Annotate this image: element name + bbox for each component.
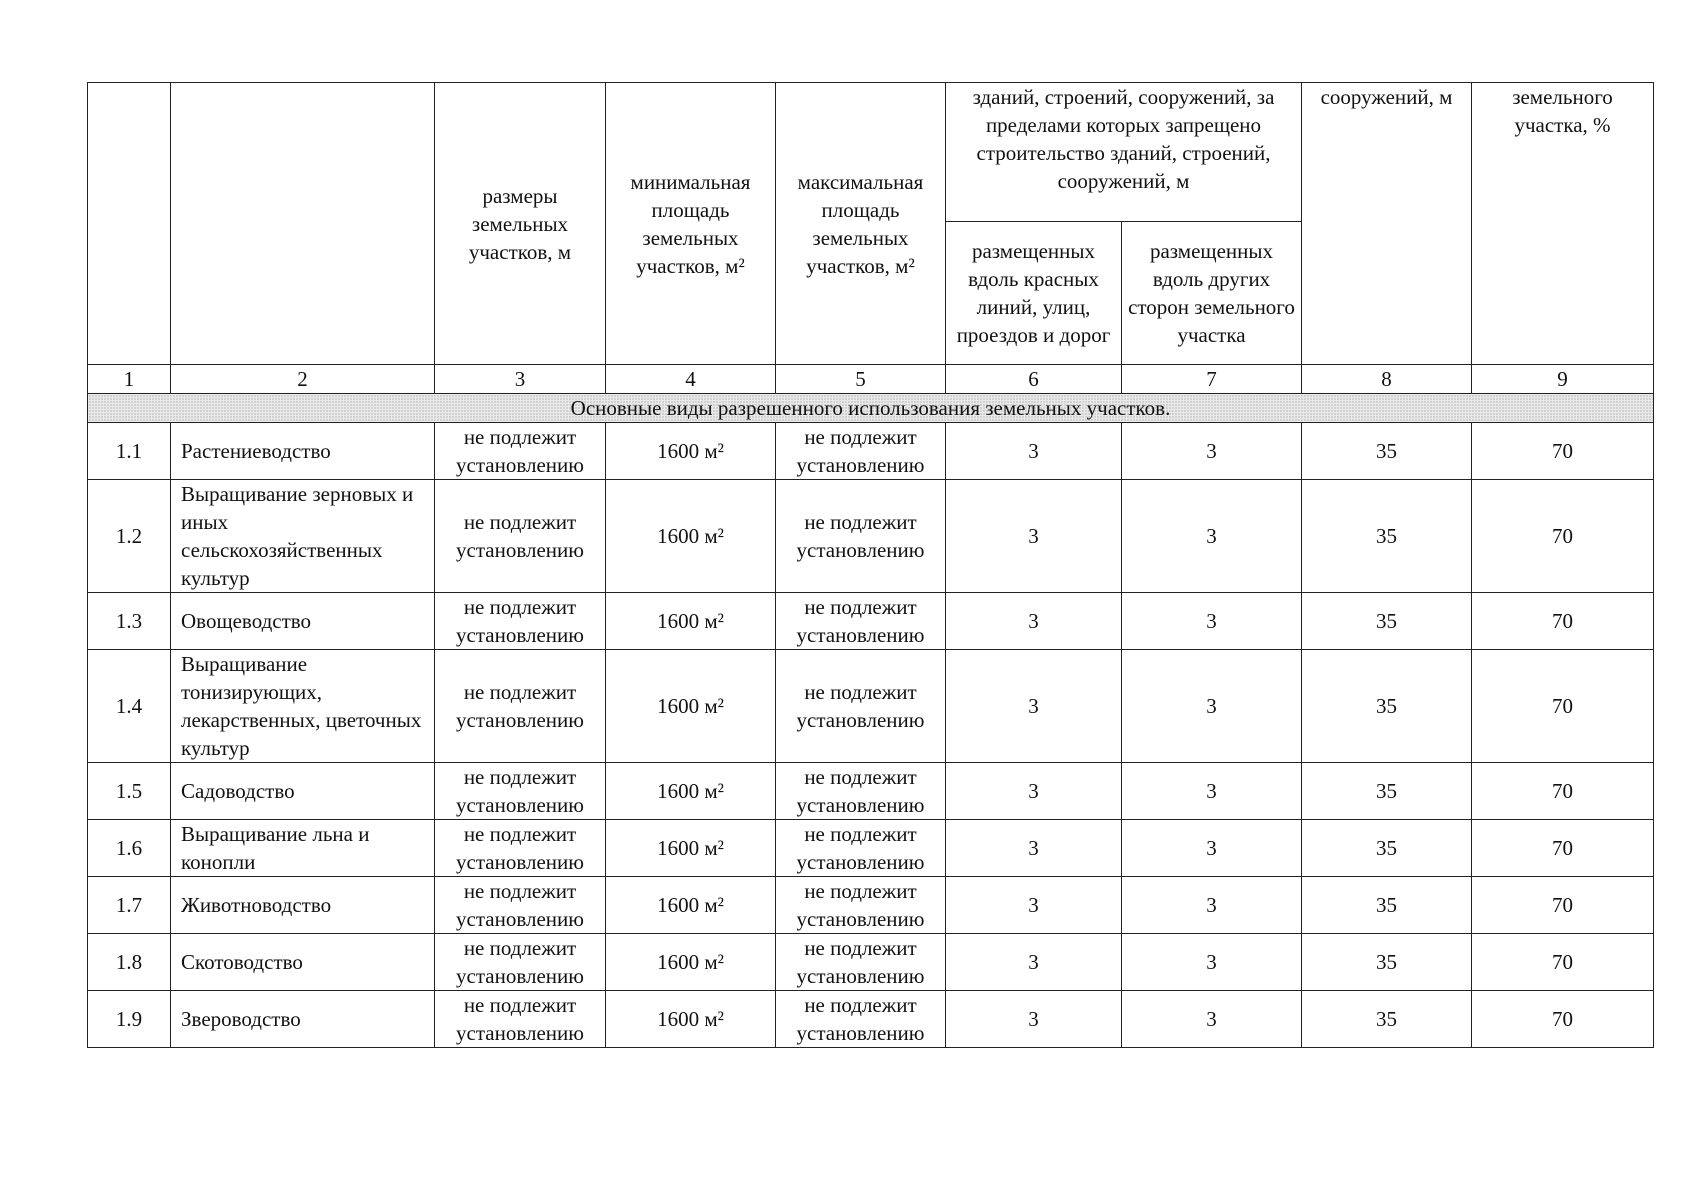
header-cell-9: земельного участка, % xyxy=(1472,83,1654,365)
row-min-area: 1600 м² xyxy=(606,991,776,1048)
row-code: 1.7 xyxy=(88,877,171,934)
land-use-regulations-table xyxy=(87,82,1654,1048)
header-cell-4: минимальная площадь земельных участков, м² xyxy=(606,83,776,365)
row-col-9: 70 xyxy=(1472,650,1654,763)
table-row xyxy=(88,480,1654,593)
column-number: 8 xyxy=(1302,365,1472,394)
row-land-use-type: Скотоводство xyxy=(171,934,435,991)
row-col-8: 35 xyxy=(1302,423,1472,480)
section-title: Основные виды разрешенного использования земельных участков. xyxy=(88,394,1654,423)
row-setback-red-lines: 3 xyxy=(946,763,1122,820)
header-cell-7: размещенных вдоль других сторон земельного участка xyxy=(1122,222,1302,365)
row-col-9: 70 xyxy=(1472,820,1654,877)
row-code: 1.5 xyxy=(88,763,171,820)
row-col-8: 35 xyxy=(1302,820,1472,877)
row-min-area: 1600 м² xyxy=(606,820,776,877)
row-setback-red-lines: 3 xyxy=(946,991,1122,1048)
row-code: 1.4 xyxy=(88,650,171,763)
row-land-use-type: Садоводство xyxy=(171,763,435,820)
row-col-9: 70 xyxy=(1472,480,1654,593)
header-cell-1 xyxy=(88,83,171,365)
row-plot-dimensions: не подлежит установлению xyxy=(435,480,606,593)
column-number: 6 xyxy=(946,365,1122,394)
row-land-use-type: Выращивание зерновых и иных сельскохозяйственных культур xyxy=(171,480,435,593)
column-numbers-row xyxy=(88,365,1654,394)
row-land-use-type: Звероводство xyxy=(171,991,435,1048)
row-col-9: 70 xyxy=(1472,934,1654,991)
row-setback-red-lines: 3 xyxy=(946,480,1122,593)
row-max-area: не подлежит установлению xyxy=(776,991,946,1048)
row-setback-other-sides: 3 xyxy=(1122,763,1302,820)
column-number: 4 xyxy=(606,365,776,394)
row-min-area: 1600 м² xyxy=(606,650,776,763)
section-row xyxy=(88,394,1654,423)
header-cell-5: максимальная площадь земельных участков, м² xyxy=(776,83,946,365)
row-col-8: 35 xyxy=(1302,593,1472,650)
row-setback-red-lines: 3 xyxy=(946,877,1122,934)
column-number: 1 xyxy=(88,365,171,394)
document-sheet xyxy=(87,82,1654,1048)
row-max-area: не подлежит установлению xyxy=(776,877,946,934)
table-row xyxy=(88,593,1654,650)
row-code: 1.8 xyxy=(88,934,171,991)
row-setback-other-sides: 3 xyxy=(1122,991,1302,1048)
header-cell-2 xyxy=(171,83,435,365)
row-col-9: 70 xyxy=(1472,877,1654,934)
row-min-area: 1600 м² xyxy=(606,877,776,934)
row-col-8: 35 xyxy=(1302,877,1472,934)
row-setback-other-sides: 3 xyxy=(1122,877,1302,934)
row-plot-dimensions: не подлежит установлению xyxy=(435,650,606,763)
row-plot-dimensions: не подлежит установлению xyxy=(435,877,606,934)
row-col-8: 35 xyxy=(1302,480,1472,593)
row-col-8: 35 xyxy=(1302,763,1472,820)
row-code: 1.2 xyxy=(88,480,171,593)
row-setback-other-sides: 3 xyxy=(1122,593,1302,650)
row-code: 1.9 xyxy=(88,991,171,1048)
row-land-use-type: Овощеводство xyxy=(171,593,435,650)
row-setback-red-lines: 3 xyxy=(946,423,1122,480)
row-plot-dimensions: не подлежит установлению xyxy=(435,991,606,1048)
column-number: 3 xyxy=(435,365,606,394)
table-row xyxy=(88,877,1654,934)
row-max-area: не подлежит установлению xyxy=(776,480,946,593)
row-col-9: 70 xyxy=(1472,763,1654,820)
row-code: 1.1 xyxy=(88,423,171,480)
row-land-use-type: Растениеводство xyxy=(171,423,435,480)
table-row xyxy=(88,423,1654,480)
row-min-area: 1600 м² xyxy=(606,763,776,820)
table-row xyxy=(88,820,1654,877)
row-land-use-type: Животноводство xyxy=(171,877,435,934)
row-max-area: не подлежит установлению xyxy=(776,934,946,991)
row-min-area: 1600 м² xyxy=(606,934,776,991)
row-code: 1.3 xyxy=(88,593,171,650)
row-max-area: не подлежит установлению xyxy=(776,423,946,480)
row-min-area: 1600 м² xyxy=(606,593,776,650)
row-col-9: 70 xyxy=(1472,991,1654,1048)
table-row xyxy=(88,991,1654,1048)
row-setback-other-sides: 3 xyxy=(1122,650,1302,763)
row-land-use-type: Выращивание тонизирующих, лекарственных, цветочных культур xyxy=(171,650,435,763)
column-number: 9 xyxy=(1472,365,1654,394)
row-plot-dimensions: не подлежит установлению xyxy=(435,820,606,877)
row-max-area: не подлежит установлению xyxy=(776,763,946,820)
row-land-use-type: Выращивание льна и конопли xyxy=(171,820,435,877)
row-col-9: 70 xyxy=(1472,423,1654,480)
row-setback-red-lines: 3 xyxy=(946,650,1122,763)
column-number: 7 xyxy=(1122,365,1302,394)
table-row xyxy=(88,650,1654,763)
row-setback-red-lines: 3 xyxy=(946,593,1122,650)
column-number: 2 xyxy=(171,365,435,394)
row-plot-dimensions: не подлежит установлению xyxy=(435,934,606,991)
row-setback-other-sides: 3 xyxy=(1122,934,1302,991)
row-setback-other-sides: 3 xyxy=(1122,423,1302,480)
row-plot-dimensions: не подлежит установлению xyxy=(435,763,606,820)
row-col-8: 35 xyxy=(1302,650,1472,763)
row-max-area: не подлежит установлению xyxy=(776,650,946,763)
table-row xyxy=(88,934,1654,991)
row-min-area: 1600 м² xyxy=(606,480,776,593)
row-max-area: не подлежит установлению xyxy=(776,820,946,877)
row-col-8: 35 xyxy=(1302,934,1472,991)
row-setback-other-sides: 3 xyxy=(1122,820,1302,877)
row-code: 1.6 xyxy=(88,820,171,877)
row-setback-other-sides: 3 xyxy=(1122,480,1302,593)
header-cell-6-7-group: зданий, строений, сооружений, за пределами которых запрещено строительство зданий, строений, сооружений, м xyxy=(946,83,1302,222)
table-row xyxy=(88,763,1654,820)
row-plot-dimensions: не подлежит установлению xyxy=(435,593,606,650)
row-col-8: 35 xyxy=(1302,991,1472,1048)
row-setback-red-lines: 3 xyxy=(946,820,1122,877)
row-max-area: не подлежит установлению xyxy=(776,593,946,650)
header-cell-3: размеры земельных участков, м xyxy=(435,83,606,365)
row-setback-red-lines: 3 xyxy=(946,934,1122,991)
row-min-area: 1600 м² xyxy=(606,423,776,480)
header-row-1 xyxy=(88,83,1654,222)
header-cell-8: сооружений, м xyxy=(1302,83,1472,365)
row-col-9: 70 xyxy=(1472,593,1654,650)
header-cell-6: размещенных вдоль красных линий, улиц, проездов и дорог xyxy=(946,222,1122,365)
row-plot-dimensions: не подлежит установлению xyxy=(435,423,606,480)
column-number: 5 xyxy=(776,365,946,394)
